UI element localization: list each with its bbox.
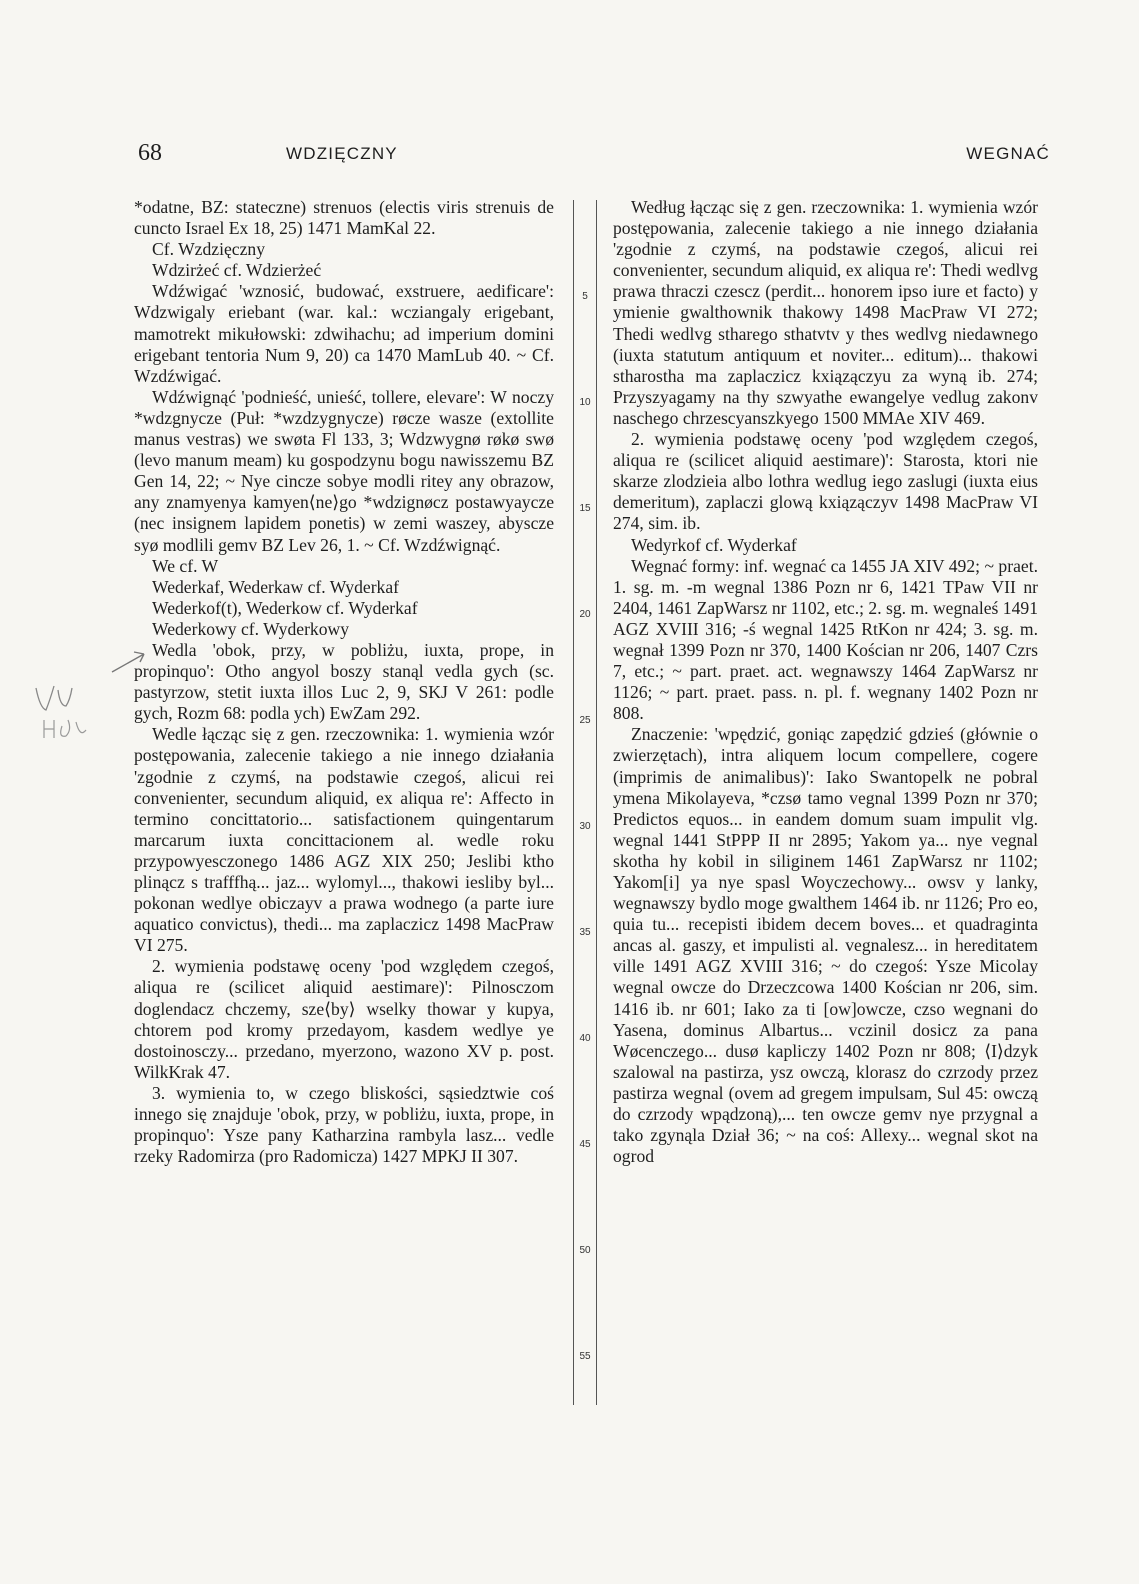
entry-paragraph: Wegnać formy: inf. wegnać ca 1455 JA XIV 492; ~ praet. 1. sg. m. -m wegnal 1386 Pozn nr 6, 1421 TPaw VII nr 2404, 1461 ZapWarsz nr 1102, etc.; 2. sg. m. wegnaleś 1491 AGZ XVIII 316; -ś wegnal 1425 RtKon nr 424; 3. sg. m. wegnał 1399 Pozn nr 370, 1400 Kościan nr 206, 1407 Czrs 7, etc.; ~ part. praet. act. wegnawszy 1464 ZapWarsz nr 1126; ~ part. praet. pass. n. pl. f. wegnany 1402 Pozn nr 808. bbox=[613, 555, 1038, 724]
entry-paragraph: Wdźwigać 'wznosić, budować, exstruere, aedificare': Wdzwigaly eriebant (war. kal.: wcziangaly erigebant, mamotrekt mikułowski: zdwihachu; ad imperium domini erigebant tentoria Num 9, 20) ca 1470 MamLub 40. ~ Cf. Wzdźwigać. bbox=[134, 281, 554, 386]
entry-paragraph: Cf. Wzdzięczny bbox=[152, 239, 266, 260]
line-number: 40 bbox=[579, 1033, 591, 1044]
line-number: 30 bbox=[579, 821, 591, 832]
entry-paragraph: 3. wymienia to, w czego bliskości, sąsiedztwie coś innego się znajduje 'obok, przy, w pobliżu, iuxta, prope, in propinquo': Ysze pany Katharzina rambyla lasz... vedle rzeky Radomirza (pro Radomicza) 1427 MPKJ II 307. bbox=[134, 1082, 554, 1167]
left-running-head: WDZIĘCZNY bbox=[286, 144, 398, 163]
line-number: 35 bbox=[579, 927, 591, 938]
line-number: 25 bbox=[579, 715, 591, 726]
line-number: 55 bbox=[579, 1351, 591, 1362]
entry-paragraph: We cf. W bbox=[152, 555, 219, 576]
entry-paragraph: 2. wymienia podstawę oceny 'pod względem czegoś, aliqua re (scilicet aliquid aestimare)': Pilnosczom doglendacz chczemy, sze⟨by⟩ wselky thowar y kupya, chtorem pod kromy przedayom, kasdem wedlye ye dostoinosczy... przedano, myerzono, wazono XV p. post. WilkKrak 47. bbox=[134, 956, 554, 1082]
entry-paragraph: *odatne, BZ: stateczne) strenuos (electis viris strenuis de cuncto Israel Ex 18, 25) 1471 MamKal 22. bbox=[134, 197, 554, 239]
entry-paragraph: Wederkaf, Wederkaw cf. Wyderkaf bbox=[152, 576, 400, 597]
pen-arrow-mark bbox=[110, 646, 150, 676]
column-rule-right bbox=[596, 200, 597, 1405]
line-number: 45 bbox=[579, 1139, 591, 1150]
line-number: 10 bbox=[579, 397, 591, 408]
entry-paragraph: Wederkowy cf. Wyderkowy bbox=[152, 618, 350, 639]
line-number: 20 bbox=[579, 609, 591, 620]
entry-paragraph: Wedle łącząc się z gen. rzeczownika: 1. wymienia wzór postępowania, zalecenie takiego a nie innego działania 'zgodnie z czymś, na podstawie czegoś, alicui rei convenienter, secundum aliquid, ex aliqua re': Affecto in termino concittatorio... satisfactionem quingentarum marcarum iuxta concittacionem al. wedle roku przypowyesczonego 1486 AGZ XIX 250; Jeslibi ktho plinącz s trafffhą... jaz... wylomyl..., thakowi iesliby byl... pokonan wedlye obiczayv a prawa wodnego (a parte iure aquatico convictus), thedi... ma zaplaczicz 1498 MacPraw VI 275. bbox=[134, 724, 554, 956]
entry-paragraph: Wdźwignąć 'podnieść, unieść, tollere, elevare': W noczy *wdzgnycze (Puł: *wzdzygnycze) røcze wasze (extollite manus vestras) we swøta Fl 133, 3; Wdzwygnø røkø swø (levo manum meam) ku gospodzynu bogu nawisszemu BZ Gen 14, 22; ~ Nye cincze sobye modli ritey any obrazow, any znamyenya kamyen⟨ne⟩go *wdzignøcz postawyaycze (nec insignem lapidem ponetis) w zemi waszey, abyscze syø modlili gemv BZ Lev 26, 1. ~ Cf. Wzdźwignąć. bbox=[134, 386, 554, 555]
entry-paragraph: 2. wymienia podstawę oceny 'pod względem czegoś, aliqua re (scilicet aliquid aestimare)': Starosta, ktori nie skarze zlodzieia albo lothra wedlug iego zaslugi (iuxta eius demeritum), zaplaczi glową kxiązączyv 1498 MacPraw VI 274, sim. ib. bbox=[613, 429, 1038, 534]
page-number: 68 bbox=[138, 140, 162, 166]
line-number: 5 bbox=[582, 291, 588, 302]
left-column bbox=[134, 197, 554, 1167]
right-column bbox=[613, 197, 1038, 1167]
handwritten-margin-mark bbox=[30, 680, 130, 740]
entry-paragraph: Znaczenie: 'wpędzić, goniąc zapędzić gdzieś (głównie o zwierzętach), intra aliquem locum compellere, cogere (imprimis de animalibus)': Iako Swantopelk ne pobral ymena Mikolayeva, *czsø tamo vegnal 1399 Pozn nr 370; Predictos equos... in eandem domum suam impulit vlg. wegnal 1441 StPPP II nr 2895; Yakom ya... nye vegnal skotha hy kobil in siliginem 1461 ZapWarsz nr 1102; Yakom[i] ya nye spasl Woyczechowy... owsv y lanky, wegnawszy bydlo moge gwalthem 1464 ib. nr 1126; Pro eo, quia tu... recepisti ibidem decem boves... et quadraginta ancas al. gaszy, et impulisti al. vegnalesz... in hereditatem ville 1491 AGZ XVIII 316; ~ do czegoś: Ysze Micolay wegnal owcze do Drzeczcowa 1400 Kościan nr 206, sim. 1416 ib. nr 601; Iako za ti [ow]owcze, czso wegnani do Yasena, dominus Albartus... vczinil dosicz za pana Wøcenczego... dusø kapliczy 1402 Pozn nr 808; ⟨I⟩dzyk szalowal na pastirza, ysz owczą, klorasz do czrzody przez pastirza wegnal (ovem ad gregem impulsam, Sul 45: owczą do czrzody wpądzoną),... ten owcze gemv nye przygnal a tako zgynąla Dział 36; ~ na coś: Allexy... wegnal skot na ogrod bbox=[613, 724, 1038, 1167]
line-number: 50 bbox=[579, 1245, 591, 1256]
column-rule-left bbox=[573, 200, 574, 1405]
line-number: 15 bbox=[579, 503, 591, 514]
entry-paragraph: Wederkof(t), Wederkow cf. Wyderkaf bbox=[152, 597, 418, 618]
entry-paragraph: Według łącząc się z gen. rzeczownika: 1. wymienia wzór postępowania, zalecenie takiego a nie innego działania 'zgodnie z czymś, na podstawie czegoś, alicui rei convenienter, secundum aliquid, ex aliqua re': Thedi wedlvg prawa thraczi czescz (perdit... honorem ipso iure et facto) y ymienie gwalthownik thakowy 1498 MacPraw VI 272; Thedi wedlvg stharego sthatvtv y thes wedlvg niedawnego (iuxta statutum antiquum et noviter... editum)... thakowi stharostha ma zaplaczicz kxiązączyu za wyną ib. 274; Przyszyagamy na thy szwyathe ewangelye vedlug zakonv naschego chrzescyanszkyego 1500 MMAe XIV 469. bbox=[613, 197, 1038, 428]
entry-paragraph: Wedla 'obok, przy, w pobliżu, iuxta, prope, in propinquo': Otho angyol boszy stanąl vedla gych (sc. pastyrzow, stetit iuxta illos Luc 2, 9, SKJ V 261: podle gych, Rozm 68: podla ych) EwZam 292. bbox=[134, 639, 554, 724]
running-header bbox=[138, 140, 1050, 176]
entry-paragraph: Wdzirżeć cf. Wdzierżeć bbox=[152, 260, 322, 281]
right-running-head: WEGNAĆ bbox=[966, 144, 1050, 163]
entry-paragraph: Wedyrkof cf. Wyderkaf bbox=[631, 534, 797, 555]
